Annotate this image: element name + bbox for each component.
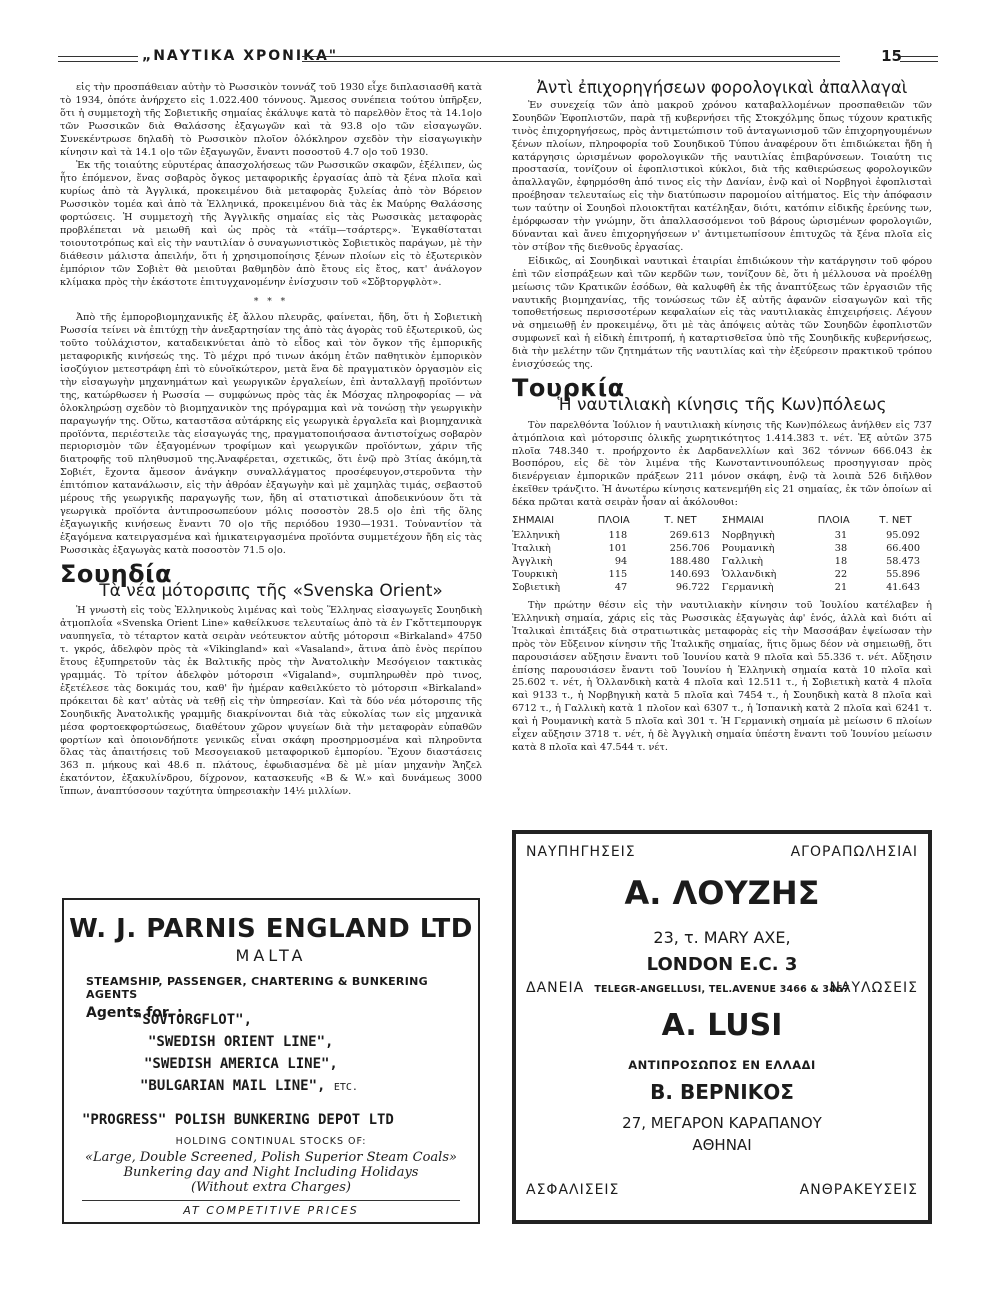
ad-etc: ETC. xyxy=(333,1082,358,1093)
table-row xyxy=(512,581,932,594)
table-cell: 41.643 xyxy=(886,582,920,593)
ad-representative: ΑΝΤΙΠΡΟΣΩΠΟΣ ΕΝ ΕΛΛΑΔΙ xyxy=(628,1058,816,1072)
ad-agent xyxy=(140,1078,358,1094)
table-cell: 140.693 xyxy=(669,569,710,580)
table-cell: 21 xyxy=(834,582,848,593)
table-cell: 94 xyxy=(614,556,628,567)
ad-agents-label: Agents for. : xyxy=(86,1005,183,1021)
table-cell: Νορβηγικὴ xyxy=(721,530,775,541)
page-number: 15 xyxy=(881,47,902,65)
ad-loans: ΔΑΝΕΙΑ xyxy=(526,980,585,996)
article-title-constantinople: Ἡ ναυτιλιακὴ κίνησις τῆς Κων)πόλεως xyxy=(557,394,887,415)
ad-shipbuilding: ΝΑΥΠΗΓΗΣΕΙΣ xyxy=(526,844,636,860)
ad-insurance: ΑΣΦΑΛΙΣΕΙΣ xyxy=(526,1182,620,1198)
article-paragraph: Εἰδικῶς, αἱ Σουηδικαὶ ναυτικαὶ ἑταιρίαι ἐπιδιώκουν τὴν κατάργησιν τοῦ φόρου ἐπὶ τῶν εἰσπράξεων καὶ τῶν κερδῶν των, τονίζουν δὲ, ὅτι ἡ μέλλουσα νὰ προέλθῃ μείωσις τῶν Κρατικῶν ἐσόδων, θὰ καλυφθῆ ἐκ τῆς ἀναπτύξεως τῶν ἐργασιῶν τῆς ναυτικῆς βιομηχανίας, τῆς τονώσεως τῶν ἐξ αὐτῆς ἀφανῶν εἰσαγωγῶν καὶ τῆς τοποθετήσεως περισσοτέρων κεφαλαίων εἰς τὰς ναυτιλιακὰς ἐπιχειρήσεις. Λέγουν νὰ σημειωθῇ ἐν προκειμένῳ, ὅτι μὲ τὰς ἀπόψεις αὐτὰς τῶν Σουηδῶν ἐφοπλιστῶν συμφωνεῖ καὶ ἡ εἰδικὴ ἐπιτροπή, ἡ καταρτισθεῖσα ὑπὸ τῆς Σουηδικῆς κυβερνήσεως, διὰ τὴν μελέτην τῶν ζητημάτων τῆς ναυτιλίας καὶ τὴν ἐξεύρεσιν πρακτικοῦ τρόπου ἐνισχύσεώς της. xyxy=(512,255,932,371)
ad-address: 23, τ. MARY AXE, xyxy=(653,928,791,947)
ad-lusi-name: A. LUSI xyxy=(661,1008,783,1043)
col-header-ships: ΠΛΟΙΑ xyxy=(597,515,630,527)
ad-city: MALTA xyxy=(235,946,307,965)
article-title-tax: Ἀντὶ ἐπιχορηγήσεων φορολογικαὶ ἀπαλλαγαὶ xyxy=(536,78,908,97)
article-paragraph: Ἀπὸ τῆς ἐμποροβιομηχανικῆς ἐξ ἄλλου πλευρᾶς, φαίνεται, ἤδη, ὅτι ἡ Σοβιετικὴ Ρωσσία τείνει νὰ ἐπιτύχῃ τὴν ἀνεξαρτησίαν της ἀπὸ τὰς ἀγορὰς τοῦ ἐξωτερικοῦ, ὡς τοῦτο τοὐλάχιστον, καταδεικνύεται ἀπὸ τὸ εἶδος καὶ τὸν ὄγκον τῆς ἐμπορικῆς μεταφορικῆς κινήσεώς της. Τὸ μέχρι πρό τινων ἀκόμη ἐτῶν παθητικὸν ἐμπορικὸν ἰσοζύγιον μετεστράφη ἐπὶ τὸ εὐνοϊκώτερον, μετὰ ἕνα δὲ πραγματικὸν ὀργασμὸν εἰς τὴν εἰσαγωγὴν μηχανημάτων καὶ γεωργικῶν ἐργαλείων, ἐπὶ ἀνταλλαγῇ προϊόντων της, κατώρθωσεν ἡ Ρωσσία — συμφώνως πρὸς τὰς ἐκ Μόσχας πληροφορίας — νὰ ὁλοκληρώσῃ σχεδὸν τὸ βιομηχανικὸν της πρόγραμμα καὶ νὰ τονώσῃ τὴν γεωργικὴν παραγωγήν της. Οὕτω, καταστᾶσα αὐτάρκης εἰς γεωργικὰ ἐργαλεῖα καὶ βιομηχανικὰ προϊόντα, περιέστειλε τὰς εἰσαγωγάς της, πραγματοποιήσασα ἀντιστοίχως σοβαρὸν περιορισμὸν τῶν ἐξαγομένων τροφίμων καὶ γεωργικῶν προϊόντων, χάριν τῆς διατροφῆς τοῦ πληθυσμοῦ της.Ἀναφέρεται, σχετικῶς, ὅτι ἐνῷ πρὸ 3τίας ἀκόμη,τὰ Σοβιέτ, ἔχοντα ἄμεσον ἀνάγκην συναλλάγματος προσέφευγον,στεροῦντα τὴν ἐπιτόπιον κατανάλωσιν, εἰς τὴν ἀθρόαν ἐξαγωγὴν καὶ μὲ χαμηλὰς τιμάς, σεβαστοῦ μέρους τῆς γεωργικῆς παραγωγῆς των, ἤδη αἱ στατιστικαὶ ἀποδεικνύουν ὅτι τὰ γεωργικὰ προϊόντα ἀντιπροσωπεύουν μόλις ποσοστὸν 28.5 ο|ο ἐπὶ τῆς ὅλης ἐξαγωγικῆς κινήσεως ἔναντι 70 ο|ο τῆς περιόδου 1930—1931. Τοὐναντίον τὰ ἐξαγόμενα κατειργασμένα καὶ ἡμικατειργασμένα προϊόντα συμμετέχουν ἤδη εἰς τὰς Ρωσσικὰς ἐξαγωγὰς κατὰ ποσοστὸν 71.5 ο|ο. xyxy=(60,312,482,556)
ad-coal-line: «Large, Double Screened, Polish Superior Steam Coals» xyxy=(85,1150,457,1165)
ad-louzis-name: Α. ΛΟΥΖΗΣ xyxy=(624,874,820,912)
ad-agent: "SOVTORGFLOT", xyxy=(134,1012,253,1028)
article-paragraph: Τὸν παρελθόντα Ἰούλιον ἡ ναυτιλιακὴ κίνησις τῆς Κων)πόλεως ἀνήλθεν εἰς 737 ἀτμόπλοια καὶ μότορσιπς ὁλικῆς χωρητικότητος 1.414.383 τ. νέτ. Ἐξ αὐτῶν 375 πλοῖα 748.340 τ. προήρχοντο ἐκ Δαρδανελλίων καὶ 362 τόννων 666.043 ἐκ Βοσπόρου, εἰς δὲ τὸν λιμένα τῆς Κωνσταντινουπόλεως προσηγγισαν πρὸς διενέργειαν ἐμπορικῶν πράξεων 211 μόνον σκάφη, ἐνῷ τὰ λοιπὰ 526 διῆλθον ἐκεῖθεν τράνζιτο. Ἡ ἀνωτέρω κίνησις κατενεμήθη εἰς 21 σημαίας, ἐκ τῶν ὁποίων αἱ δέκα πρῶται κατὰ σειρὰν ἦσαν αἱ ἀκόλουθοι: xyxy=(512,419,932,509)
magazine-title: „ΝΑΥΤΙΚΑ ΧΡΟΝΙΚΑ" xyxy=(142,48,339,64)
table-row xyxy=(512,542,932,555)
col-header-tons: Τ. ΝΕΤ xyxy=(664,515,697,527)
table-cell: Γερμανικὴ xyxy=(721,582,774,593)
ad-athens: ΑΘΗΝΑΙ xyxy=(692,1136,752,1154)
table-header-row xyxy=(512,514,932,529)
ad-vernikos: Β. ΒΕΡΝΙΚΟΣ xyxy=(650,1080,794,1104)
table-cell: 58.473 xyxy=(886,556,920,567)
table-cell: 66.400 xyxy=(886,543,920,554)
table-cell: Τουρκικὴ xyxy=(512,569,558,580)
section-title-sweden: Σουηδία xyxy=(60,559,173,588)
table-row xyxy=(512,529,932,542)
table-cell: 256.706 xyxy=(669,543,710,554)
table-cell: Ἑλληνικὴ xyxy=(512,530,560,541)
article-paragraph: εἰς τὴν προσπάθειαν αὐτὴν τὸ Ρωσσικὸν τοννάζ τοῦ 1930 εἶχε διπλασιασθῆ κατὰ τὸ 1934, ὁπότε ἀνήρχετο εἰς 1.022.400 τόννους. Ἄμεσος συνέπεια τούτου ὑπῆρξεν, ὅτι ἡ συμμετοχὴ τῆς Σοβιετικῆς σημαίας ἐκάλυψε κατὰ τὸ παρελθὸν ἔτος τὰ 14.1ο|ο τῶν Ρωσσικῶν διὰ Θαλάσσης ἐξαγωγῶν καὶ τὰ 93.8 ο|ο τῶν εἰσαγωγῶν. Συνεκέντρωσε δηλαδὴ τὸ Ρωσσικὸν πλοῖον ὁλόκληρον σχεδὸν τὴν εἰσαγωγικὴν κίνησιν καὶ τὰ 14.1 ο|ο τῶν ἐξαγωγῶν, ἔναντι ποσοστοῦ 4.7 ο|ο τοῦ 1930. xyxy=(60,82,482,158)
flags-table xyxy=(512,514,932,594)
table-cell: 47 xyxy=(614,582,628,593)
ad-telegraph: TELEGR-ANGELLUSI, TEL.AVENUE 3466 & 3467 xyxy=(594,984,850,995)
ad-coal-line: (Without extra Charges) xyxy=(191,1180,351,1195)
ad-london: LONDON E.C. 3 xyxy=(646,954,798,975)
table-row xyxy=(512,555,932,568)
table-cell: Ὁλλανδικὴ xyxy=(721,569,777,580)
article-paragraph: Τὴν πρώτην θέσιν εἰς τὴν ναυτιλιακὴν κίνησιν τοῦ Ἰουλίου κατέλαβεν ἡ Ἑλληνικὴ σημαία, χάρις εἰς τὰς Ρωσσικὰς ἐξαγωγὰς ἀφ' ἑνός, ἀλλὰ καὶ διότι αἱ Ἰταλικαὶ ἐπιτάξεις διὰ στρατιωτικὰς μεταφορὰς εἰς τὴν Μασσάβαν ἐψείωσαν τὴν πρὸς τὸν Εὔξεινον κίνησιν τῆς Ἰταλικῆς σημαίας, ἥτις ὅμως δέον νὰ σημειωθῇ, ὅτι παρουσιάσεν αὔξησιν ἔναντι τοῦ Ἰουνίου κατὰ 9 πλοῖα καὶ 55.336 τ. νέτ. Αὔξησιν ἐπίσης παρουσιάσεν ἔναντι τοῦ Ἰουνίου ἡ Ἑλληνικὴ σημαία κατὰ 10 πλοῖα καὶ 25.602 τ. νέτ, ἡ Ὁλλανδικὴ κατὰ 4 πλοῖα καὶ 12.511 τ., ἡ Σοβιετικὴ κατὰ 4 πλοῖα καὶ 9133 τ., ἡ Νορβηγικὴ κατὰ 5 πλοῖα καὶ 7454 τ., ἡ Σουηδικὴ κατὰ 8 πλοῖα καὶ 6712 τ., ἡ Γαλλικὴ κατὰ 1 πλοῖον καὶ 6307 τ., ἡ Ἱσπανικὴ κατὰ 2 πλοῖα καὶ 6241 τ. καὶ ἡ Ρουμανικὴ κατὰ 5 πλοῖα καὶ 301 τ. Ἡ Γερμανικὴ σημαία μὲ μείωσιν 6 πλοίων εἶχεν αὔξησιν 3718 τ. νέτ, ἡ δὲ Ἀγγλικὴ σημαία ὑπέστη ἔναντι τοῦ Ἰουνίου μείωσιν κατὰ 8 πλοῖα καὶ 47.544 τ. νέτ. xyxy=(512,600,932,753)
ad-competitive-prices: AT COMPETITIVE PRICES xyxy=(82,1200,460,1217)
table-cell: 22 xyxy=(834,569,848,580)
table-cell: Ἰταλικὴ xyxy=(512,543,551,554)
table-cell: 269.613 xyxy=(669,530,710,541)
ad-agent: "SWEDISH ORIENT LINE", xyxy=(148,1034,334,1050)
table-body xyxy=(512,529,932,594)
table-cell: 18 xyxy=(834,556,848,567)
col-header-flags: ΣΗΜΑΙΑΙ xyxy=(512,515,555,527)
table-cell: Σοβιετικὴ xyxy=(512,582,561,593)
ad-sales-purchases: ΑΓΟΡΑΠΩΛΗΣΙΑΙ xyxy=(790,844,918,860)
article-paragraph: Ἡ γνωστὴ εἰς τοὺς Ἑλληνικοὺς λιμένας καὶ τοὺς Ἕλληνας εἰσαγωγεῖς Σουηδικὴ ἀτμοπλοΐα «Svenska Orient Line» καθείλκυσε τελευταίως ἀπὸ τὰ ἐν Γκὄττεμπουργκ ναυπηγεῖα, τὸ τέταρτον κατὰ σειρὰν νεότευκτον αὐτῆς μότορσιπ «Birkaland» 4750 τ. γκρός, ἀδελφὸν πρὸς τὰ «Vikingland» καὶ «Vasaland», ἅτινα ἀπὸ ἑνὸς περίπου ἔτους ἐξυπηρετοῦν τὰς ἐκ Βαλτικῆς πρὸς τὴν Ἀνατολικὴν Μεσόγειον τακτικὰς γραμμάς. Τὸ τρίτον ἀδελφὸν μότορσιπ «Vigaland», συμπληρωθὲν πρὸ τινος, ἐξετέλεσε τὰς δοκιμάς του, καθ' ἣν ἡμέραν καθειλκύετο τὸ μότορσιπ «Birkaland» πρόκειται δὲ κατ' αὐτὰς νὰ τεθῇ εἰς τὴν ὑπηρεσίαν. Καὶ τὰ δύο νέα μότορσιπς τῆς Σουηδικῆς Ἀνατολικῆς γραμμῆς διακρίνονται διὰ τὰς εὐκολίας των εἰς μηχανικὰ μέσα φορτοεκφορτώσεως, διαθέτουν χῶρον ψυγείων διὰ τὴν μεταφορὰν εὐπαθῶν φορτίων καὶ ὁποιονδήποτε γενικῶς εἶναι σκάφη προσηρμοσμένα καὶ πληροῦντα ὅλας τὰς ἀπαιτήσεις τοῦ Μεσογειακοῦ μεταφορικοῦ ἐμπορίου. Ἔχουν διαστάσεις 363 π. μήκους καὶ 48.6 π. πλάτους, ἐφωδιασμένα δὲ μὲ μίαν μηχανὴν Ἄηζελ ἐκατόντον, ἐξακυλίνδρου, δίχρονον, κατασκευῆς «B & W.» καὶ δυνάμεως 3000 ἵππων, ἀναπτύσσουν ταχύτητα ὑπηρεσιακὴν 14½ μιλλίων. xyxy=(60,605,482,798)
advertisement-parnis xyxy=(62,898,480,1224)
ad-coaling: ΑΝΘΡΑΚΕΥΣΕΙΣ xyxy=(799,1182,918,1198)
table-cell: Ρουμανικὴ xyxy=(721,543,775,554)
table-cell: 118 xyxy=(608,530,628,541)
ad-progress-depot: "PROGRESS" POLISH BUNKERING DEPOT LTD xyxy=(82,1112,394,1128)
ad-agent-text: "BULGARIAN MAIL LINE", xyxy=(140,1078,326,1094)
article-paragraph: Ἐκ τῆς τοιαύτης εὐρυτέρας ἀπασχολήσεως τῶν Ρωσσικῶν σκαφῶν, ἐξέλιπεν, ὡς ἦτο ἑπόμενον, ἕνας σοβαρὸς ὄγκος μεταφορικῆς ἐργασίας ἀπὸ τὰ ξένα πλοῖα καὶ κυρίως ἀπὸ τὰ Ἀγγλικά, προκειμένου διὰ μεταφορὰς ξυλείας ἀπὸ τὸν Βόρειον Ρωσσικὸν τομέα καὶ ἀπὸ τὰ Ἑλληνικά, προκειμένου διὰ τὰς ἐκ Μαύρης Θαλάσσης φορτώσεις. Ἡ συμμετοχὴ τῆς Ἀγγλικῆς σημαίας εἰς τὰς Ρωσσικὰς μεταφορὰς προβλέπεται νὰ μειωθῆ καὶ ὡς πρὸς τὰ «τάϊμ—τσάρτερς». Ἐγκαθίσταται τοιουτοτρόπως καὶ εἰς τὴν ναυτιλίαν ὁ συναγωνιστικὸς Σοβιετικὸς παράγων, μὲ τὴν διάθεσιν μάλιστα ἀπειλήν, ὅτι ἡ χρησιμοποίησις ξένων πλοίων εἰς τὸ ἐξωτερικὸν ἐμπόριον τῶν Σοβιὲτ θὰ μειοῦται βαθμηδὸν ἀπὸ ἔτους εἰς ἔτος, κατ' ἀνάλογον κλίμακα πρὸς τὴν ἑκάστοτε ἐπιτυγχανομένην ἐνίσχυσιν τοῦ «Σὄβτοργφλὸτ». xyxy=(60,160,482,288)
table-cell: Γαλλικὴ xyxy=(721,556,763,567)
table-cell: 31 xyxy=(834,530,848,541)
table-cell: 101 xyxy=(608,543,628,554)
ad-charters: ΝΑΥΛΩΣΕΙΣ xyxy=(829,980,918,996)
left-column xyxy=(60,82,482,800)
header-rule-middle xyxy=(302,56,840,62)
right-column xyxy=(512,78,932,756)
ad-coal-line: Bunkering day and Night Including Holidays xyxy=(123,1165,419,1180)
ad-services: STEAMSHIP, PASSENGER, CHARTERING & BUNKERING AGENTS xyxy=(86,975,428,1001)
table-cell: 38 xyxy=(834,543,848,554)
section-separator: * * * xyxy=(253,296,289,307)
advertisement-louzis xyxy=(512,830,932,1224)
ad-company-name: W. J. PARNIS ENGLAND LTD xyxy=(69,914,473,944)
ad-agent: "SWEDISH AMERICA LINE", xyxy=(144,1056,338,1072)
ad-athens-address: 27, ΜΕΓΑΡΟΝ ΚΑΡΑΠΑΝΟΥ xyxy=(622,1114,822,1132)
table-row xyxy=(512,568,932,581)
table-cell: 95.092 xyxy=(886,530,920,541)
col-header-tons: Τ. ΝΕΤ xyxy=(879,515,912,527)
table-cell: 115 xyxy=(608,569,628,580)
col-header-flags: ΣΗΜΑΙΑΙ xyxy=(721,515,764,527)
table-cell: 55.896 xyxy=(886,569,920,580)
table-cell: Ἀγγλικὴ xyxy=(512,556,553,567)
article-title-svenska: Τὰ νέα μότορσιπς τῆς «Svenska Orient» xyxy=(99,580,443,601)
page-header xyxy=(58,48,938,68)
section-title-turkey: Τουρκία xyxy=(512,373,625,402)
ad-holding: HOLDING CONTINUAL STOCKS OF: xyxy=(175,1136,367,1147)
table-cell: 188.480 xyxy=(669,556,710,567)
article-paragraph: Ἐν συνεχείᾳ τῶν ἀπὸ μακροῦ χρόνου καταβαλλομένων προσπαθειῶν τῶν Σουηδῶν Ἐφοπλιστῶν, παρὰ τῇ κυβερνήσει τῆς Στοκχόλμης ὅπως τύχουν κρατικῆς τινὸς ἐπιχορηγήσεως, πρὸς ἀντιμετώπισιν τοῦ ἀνταγωνισμοῦ τῶν ἐπιχορηγουμένων ξένων πλοίων, πληροφορία τοῦ Σουηδικοῦ Τύπου ἀναφέρουν ὅτι ἐπιδιώκεται ἤδη ἡ κατάργησις ὡρισμένων φορολογικῶν τῆς ναυτιλίας ἐπιβαρύνσεων. Τοιαύτη τις προστασία, τονίζουν οἱ ἐφοπλιστικοὶ κύκλοι, διὰ τῆς καθιερώσεως φορολογικῶν ἀπαλλαγῶν, ἐφηρμόσθη ἀπό τινος εἰς τὴν Δανίαν, ἐνῷ καὶ οἱ Νορβηγοὶ ἐφοπλισταὶ προέβησαν τελευταίως εἰς τὴν διατύπωσιν παρομοίου αἰτήματος. Εἰς τὴν ἀπόφασιν των ταύτην οἱ Σουηδοὶ πλοιοκτῆται κατέληξαν, διότι, κατόπιν εἰδικῆς ἐρεύνης των, ἐμόρφωσαν τὴν γνώμην, ὅτι ἀπαλλασσόμενοι τοῦ βάρους ὡρισμένων φορολογιῶν, δύνανται καὶ ἄνευ ἐπιχορηγήσεων ν' ἀντιμετωπίσουν ἐπιτυχῶς τὰ ξένα πλοῖα εἰς τὸν στίβον τῆς διεθνοῦς ἐργασίας. xyxy=(512,99,932,253)
ad-coal-description xyxy=(64,1150,478,1195)
table-cell: 96.722 xyxy=(675,582,710,593)
ad-inner xyxy=(526,844,918,1210)
col-header-ships: ΠΛΟΙΑ xyxy=(817,515,850,527)
header-rule-right xyxy=(900,56,938,62)
header-rule-left xyxy=(58,56,138,62)
